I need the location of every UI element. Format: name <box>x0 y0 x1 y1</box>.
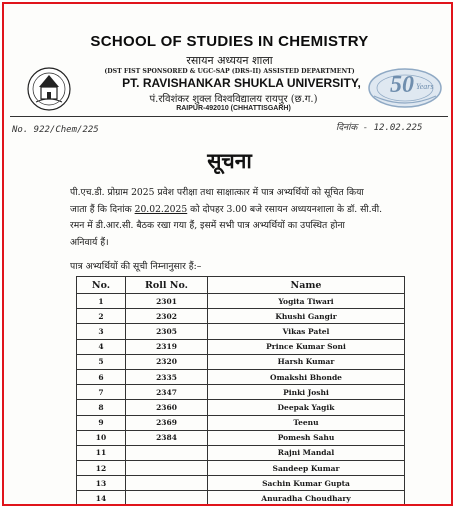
table-row <box>77 294 405 309</box>
cell-no: 9 <box>77 415 126 430</box>
notice-body <box>70 185 444 251</box>
cell-name: Deepak Yagik <box>208 400 405 415</box>
column-header-no: No. <box>77 277 126 294</box>
reference-number: No. 922/Chem/225 <box>12 125 99 135</box>
cell-no: 13 <box>77 476 126 491</box>
notice-line-2-end: को दोपहर 3.00 बजे रसायन अध्ययनशाला के डॉ. सी.वी. <box>187 203 383 215</box>
candidate-table <box>76 276 405 506</box>
column-header-name: Name <box>208 277 405 294</box>
cell-no: 7 <box>77 385 126 400</box>
table-row <box>77 339 405 354</box>
table-row <box>77 309 405 324</box>
cell-name: Pinki Joshi <box>208 385 405 400</box>
cell-no: 10 <box>77 430 126 445</box>
table-row <box>77 445 405 460</box>
cell-name: Vikas Patel <box>208 324 405 339</box>
cell-name: Pomesh Sahu <box>208 430 405 445</box>
cell-roll: 2360 <box>126 400 208 415</box>
cell-no: 12 <box>77 461 126 476</box>
cell-no: 6 <box>77 369 126 384</box>
table-row <box>77 324 405 339</box>
cell-no: 11 <box>77 445 126 460</box>
notice-document <box>2 2 453 506</box>
university-name: PT. RAVISHANKAR SHUKLA UNIVERSITY, <box>122 76 361 90</box>
notice-line-3: रमन में डी.आर.सी. बैठक रखा गया हैं, इसमें सभी पात्र अभ्यर्थियों का उपस्थित होना <box>70 220 345 231</box>
cell-name: Yogita Tiwari <box>208 294 405 309</box>
cell-roll: 2320 <box>126 354 208 369</box>
notice-title: सूचना <box>207 148 252 173</box>
cell-roll: 2301 <box>126 294 208 309</box>
table-header-row <box>77 277 405 294</box>
table-row <box>77 385 405 400</box>
cell-no: 2 <box>77 309 126 324</box>
notice-date: दिनांक - 12.02.225 <box>336 123 423 133</box>
table-row <box>77 461 405 476</box>
table-row <box>77 415 405 430</box>
table-row <box>77 369 405 384</box>
cell-roll: 2319 <box>126 339 208 354</box>
cell-name: Khushi Gangir <box>208 309 405 324</box>
notice-line-2 <box>70 202 444 219</box>
table-row <box>77 491 405 506</box>
cell-roll <box>126 476 208 491</box>
cell-name: Anuradha Choudhary <box>208 491 405 506</box>
cell-roll: 2369 <box>126 415 208 430</box>
cell-roll: 2347 <box>126 385 208 400</box>
cell-name: Sachin Kumar Gupta <box>208 476 405 491</box>
university-name-hindi: पं.रविशंकर शुक्ल विश्वविद्यालय रायपुर (छ.ग.) <box>149 94 318 105</box>
university-address: RAIPUR-492010 (CHHATTISGARH) <box>176 105 291 112</box>
cell-name: Harsh Kumar <box>208 354 405 369</box>
cell-no: 3 <box>77 324 126 339</box>
cell-no: 1 <box>77 294 126 309</box>
table-row <box>77 430 405 445</box>
department-line: (DST FIST SPONSORED & UGC-SAP (DRS-II) ASSISTED DEPARTMENT) <box>104 68 355 75</box>
table-row <box>77 354 405 369</box>
cell-no: 5 <box>77 354 126 369</box>
notice-line-4: अनिवार्य हैं। <box>70 236 109 248</box>
cell-no: 4 <box>77 339 126 354</box>
cell-roll: 2384 <box>126 430 208 445</box>
cell-no: 8 <box>77 400 126 415</box>
meeting-date: 20.02.2025 <box>134 203 188 215</box>
cell-name: Sandeep Kumar <box>208 461 405 476</box>
cell-name: Teenu <box>208 415 405 430</box>
cell-roll: 2302 <box>126 309 208 324</box>
cell-name: Rajni Mandal <box>208 445 405 460</box>
jubilee-caption: Years <box>416 82 434 91</box>
cell-roll <box>126 445 208 460</box>
school-name-hindi: रसायन अध्ययन शाला <box>186 54 273 67</box>
cell-roll <box>126 491 208 506</box>
cell-name: Omakshi Bhonde <box>208 369 405 384</box>
notice-line-1: पी.एच.डी. प्रोग्राम 2025 प्रवेश परीक्षा तथा साक्षात्कार में पात्र अभ्यर्थियों को सूचित किया <box>70 187 364 198</box>
cell-name: Prince Kumar Soni <box>208 339 405 354</box>
column-header-roll: Roll No. <box>126 277 208 294</box>
cell-no: 14 <box>77 491 126 506</box>
header-divider <box>10 116 448 117</box>
cell-roll <box>126 461 208 476</box>
cell-roll: 2335 <box>126 369 208 384</box>
cell-roll: 2305 <box>126 324 208 339</box>
table-row <box>77 400 405 415</box>
candidate-list-title: पात्र अभ्यर्थियों की सूची निम्नानुसार हैं:– <box>70 261 202 272</box>
school-name: SCHOOL OF STUDIES IN CHEMISTRY <box>90 33 369 50</box>
notice-line-2-start: जाता हैं कि दिनांक <box>70 203 135 215</box>
table-row <box>77 476 405 491</box>
jubilee-number: 50 <box>390 72 414 98</box>
